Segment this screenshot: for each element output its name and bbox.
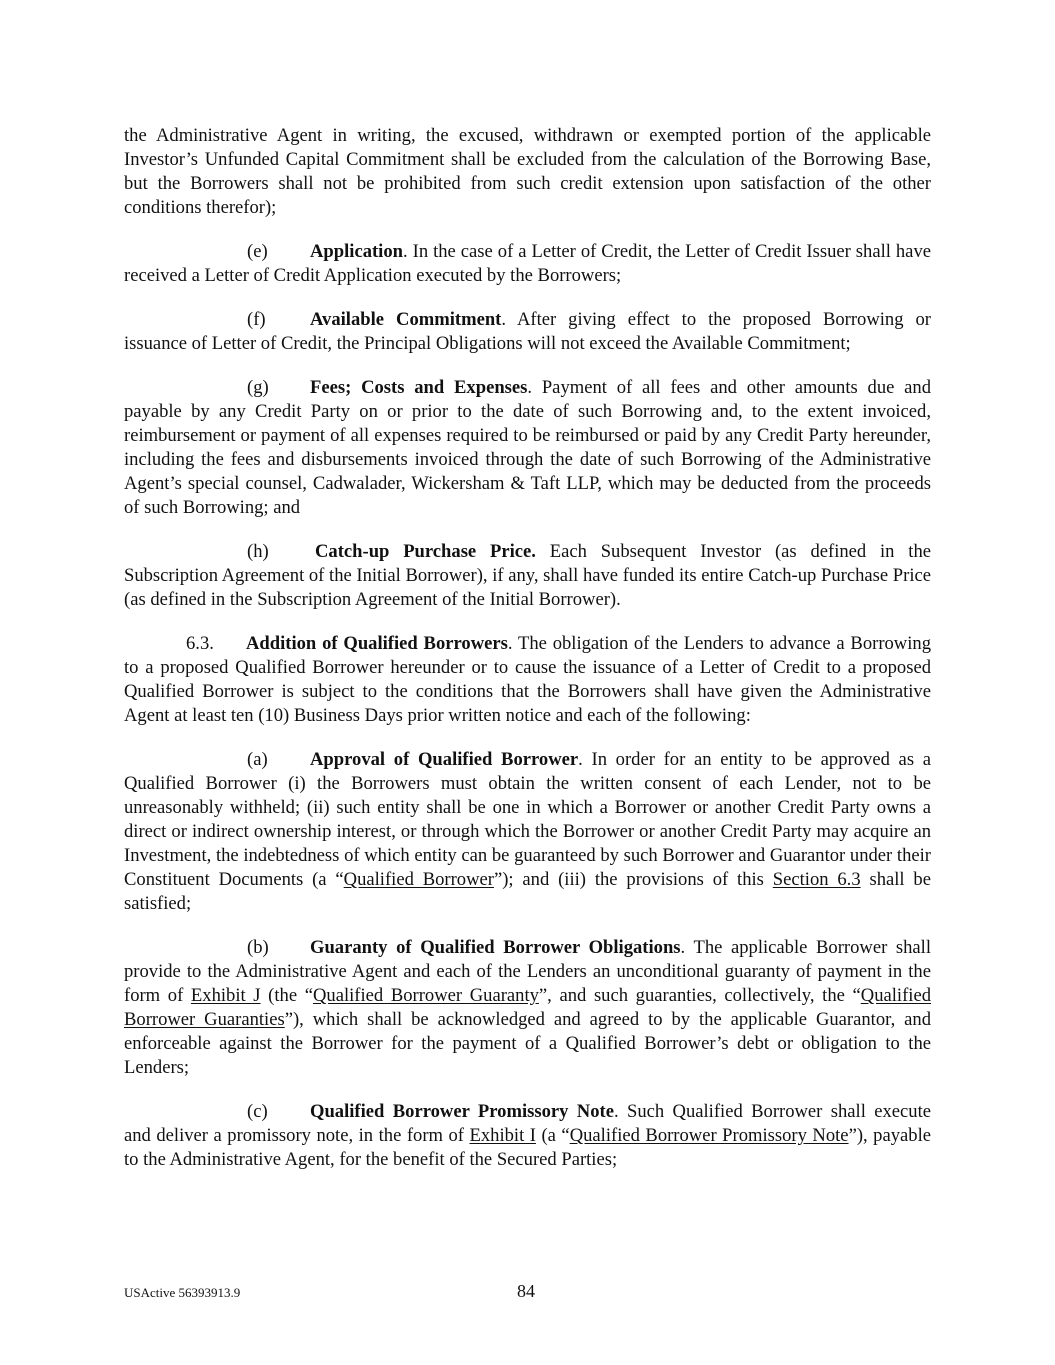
document-id: USActive 56393913.9: [124, 1285, 241, 1300]
clause-a: (a) Approval of Qualified Borrower. In order for an entity to be approved as a Qualified Borrower (i) the Borrowers must obtain the written consent of each Lender, not to be unreasonably withheld; (ii) such entity shall be one in which a Borrower or another Credit Party owns a direct or indirect ownership interest, or through which the Borrower or another Credit Party may acquire an Investment, the indebtedness of which entity can be guaranteed by such Borrower and Guarantor under their Constituent Documents (a “Qualified Borrower”); and (iii) the provisions of this Section 6.3 shall be satisfied;: [124, 749, 931, 914]
defined-term-guaranty: Qualified Borrower Guaranty: [312, 985, 539, 1006]
clause-g-label: (g): [247, 377, 269, 398]
clause-b-label: (b): [247, 937, 269, 958]
clause-e-label: (e): [247, 241, 268, 262]
exhibit-j-link[interactable]: Exhibit J: [190, 985, 261, 1006]
clause-a-title: Approval of Qualified Borrower: [310, 749, 579, 770]
section-reference-link[interactable]: Section 6.3: [772, 869, 861, 890]
clause-g-title: Fees; Costs and Expenses: [310, 377, 528, 398]
defined-term-guaranties: Qualified Borrower Guaranties: [124, 985, 931, 1030]
document-page: [124, 124, 931, 1172]
section-6-3: 6.3. Addition of Qualified Borrowers. The obligation of the Lenders to advance a Borrowing to a proposed Qualified Borrower hereunder or to cause the issuance of a Letter of Credit to a proposed Qualified Borrower is subject to the conditions that the Borrowers shall have given the Administrative Agent at least ten (10) Business Days prior written notice and each of the following:: [124, 633, 931, 726]
page-number: 84: [517, 1281, 535, 1301]
clause-e: (e) Application. In the case of a Letter of Credit, the Letter of Credit Issuer shall have received a Letter of Credit Application executed by the Borrowers;: [124, 241, 931, 286]
clause-c: (c) Qualified Borrower Promissory Note. Such Qualified Borrower shall execute and deliver a promissory note, in the form of Exhibit I (a “Qualified Borrower Promissory Note”), payable to the Administrative Agent, for the benefit of the Secured Parties;: [124, 1101, 931, 1170]
section-title: Addition of Qualified Borrowers: [246, 633, 508, 654]
clause-f: (f) Available Commitment. After giving effect to the proposed Borrowing or issuance of Letter of Credit, the Principal Obligations will not exceed the Available Commitment;: [124, 309, 931, 354]
clause-b: (b) Guaranty of Qualified Borrower Obligations. The applicable Borrower shall provide to the Administrative Agent and each of the Lenders an unconditional guaranty of payment in the form of Exhibit J (the “Qualified Borrower Guaranty”, and such guaranties, collectively, the “Qualified Borrower Guaranties”), which shall be acknowledged and agreed to by the applicable Guarantor, and enforceable against the Borrower for the payment of a Qualified Borrower’s debt or obligation to the Lenders;: [124, 937, 931, 1078]
clause-c-title: Qualified Borrower Promissory Note: [310, 1101, 614, 1122]
exhibit-i-link[interactable]: Exhibit I: [469, 1125, 536, 1146]
clause-h: (h) Catch-up Purchase Price. Each Subsequent Investor (as defined in the Subscription Agreement of the Initial Borrower), if any, shall have funded its entire Catch-up Purchase Price (as defined in the Subscription Agreement of the Initial Borrower).: [124, 541, 931, 610]
defined-term-promissory-note: Qualified Borrower Promissory Note: [569, 1125, 849, 1146]
intro-paragraph: the Administrative Agent in writing, the excused, withdrawn or exempted portion of the applicable Investor’s Unfunded Capital Commitment shall be excluded from the calculation of the Borrowing Base, but the Borrowers shall not be prohibited from such credit extension upon satisfaction of the other conditions therefor);: [124, 125, 931, 218]
clause-e-title: Application: [310, 241, 403, 262]
clause-f-title: Available Commitment: [310, 309, 502, 330]
clause-g: (g) Fees; Costs and Expenses. Payment of all fees and other amounts due and payable by any Credit Party on or prior to the date of such Borrowing and, to the extent invoiced, reimbursement or payment of all expenses required to be reimbursed or paid by any Credit Party hereunder, including the fees and disbursements invoiced through the date of such Borrowing of the Administrative Agent’s special counsel, Cadwalader, Wickersham & Taft LLP, which may be deducted from the proceeds of such Borrowing; and: [124, 377, 932, 518]
clause-a-label: (a): [247, 749, 268, 770]
section-number: 6.3.: [186, 633, 214, 654]
clause-h-label: (h): [247, 541, 269, 562]
defined-term-qualified-borrower: Qualified Borrower: [343, 869, 494, 890]
clause-h-title: Catch-up Purchase Price.: [315, 541, 536, 562]
clause-f-label: (f): [247, 309, 266, 330]
clause-c-label: (c): [247, 1101, 268, 1122]
clause-b-title: Guaranty of Qualified Borrower Obligations: [310, 937, 681, 958]
